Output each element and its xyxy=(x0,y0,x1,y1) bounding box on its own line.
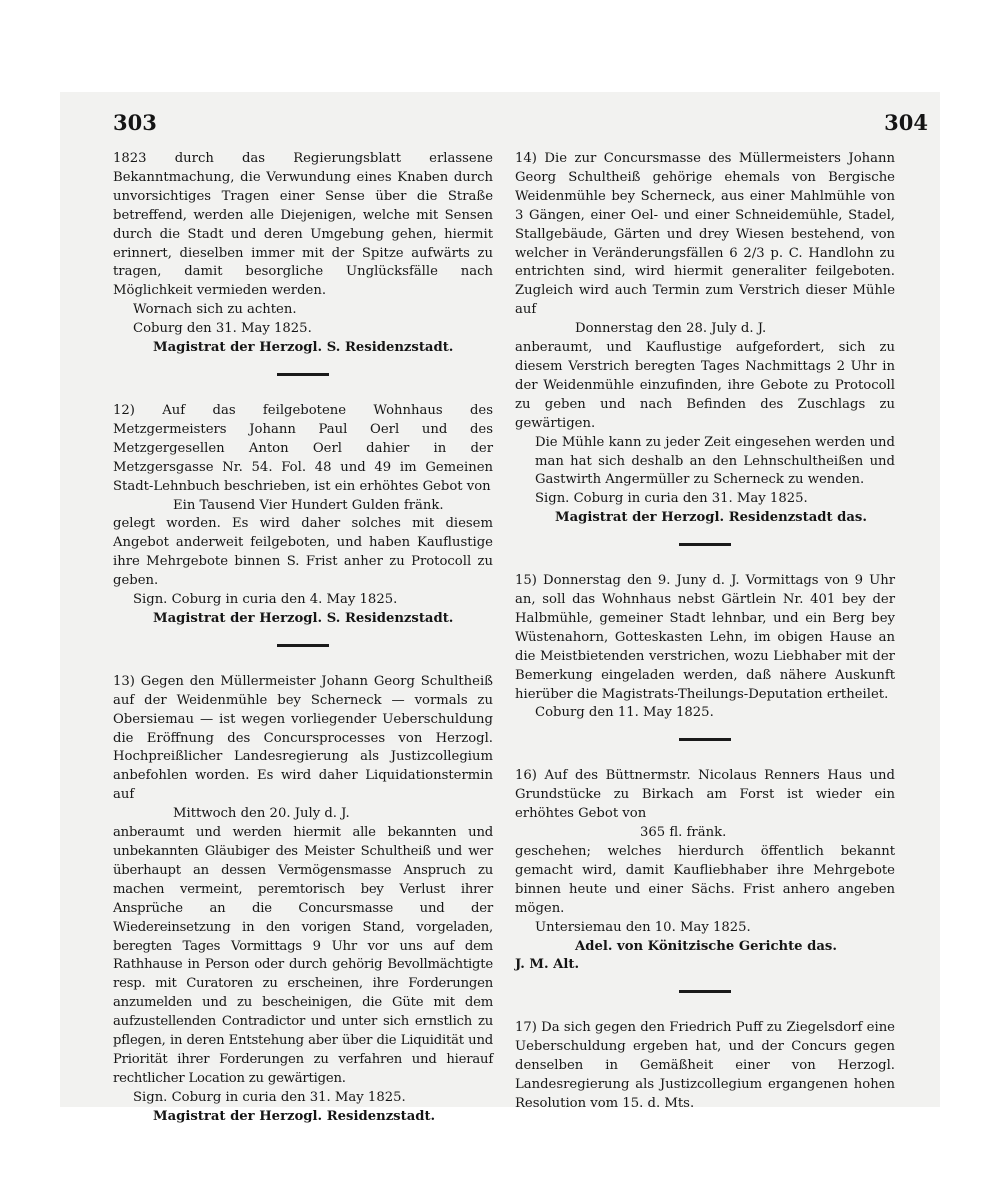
notice17-text: 17) Da sich gegen den Friedrich Puff zu Ziegelsdorf eine Ueberschuldung ergeben hat, und der Concurs gegen denselben in Gemäßheit einer von Herzogl. Landesregierung als Justizcollegium ergangenen hohen Resolution vom 15. d. Mts. xyxy=(515,1020,895,1111)
notice16-signature2: J. M. Alt. xyxy=(515,957,580,973)
notice16-text: 16) Auf des Büttnermstr. Nicolaus Renners Haus und Grundstücke zu Birkach am Forst ist wieder ein erhöhtes Gebot von xyxy=(515,768,895,822)
notice16-date: Untersiemau den 10. May 1825. xyxy=(535,919,751,935)
block1-signature: Magistrat der Herzogl. S. Residenzstadt. xyxy=(153,340,454,356)
notice12-text2: gelegt worden. Es wird daher solches mit diesem Angebot anderweit feilgeboten, und haben Kauflustige ihre Mehrgebote binnen S. Frist anher zu Protocoll zu geben. xyxy=(113,516,493,589)
right-column xyxy=(515,150,895,1114)
notice12-date: Sign. Coburg in curia den 4. May 1825. xyxy=(133,592,398,608)
notice15-date: Coburg den 11. May 1825. xyxy=(535,705,714,721)
notice16-text2: geschehen; welches hierdurch öffentlich bekannt gemacht wird, damit Kaufliebhaber ihre Mehrgebote binnen heute und einer Sächs. Frist anhero angeben mögen. xyxy=(515,844,895,916)
notice14-text2: anberaumt, und Kauflustige aufgefordert, sich zu diesem Verstrich beregten Tages Nachmittags 2 Uhr in der Weidenmühle einzufinden, ihre Gebote zu Protocoll zu geben und nach Befinden des Zuschlags zu gewärtigen. xyxy=(515,340,895,431)
notice14-signature: Magistrat der Herzogl. Residenzstadt das. xyxy=(555,510,867,526)
notice13-text2: anberaumt und werden hiermit alle bekannten und unbekannten Gläubiger des Meister Schultheiß und wer überhaupt an dessen Vermögensmasse Anspruch zu machen vermeint, peremtorisch bey Verlust ihrer Ansprüche an die Concursmasse und der Wiedereinsetzung in den vorigen Stand, vorgeladen, beregten Tages Vormittags 9 Uhr vor uns auf dem Rathhause in Person oder durch gehörig Bevollmächtigte resp. mit Curatoren zu erscheinen, ihre Forderungen anzumelden und zu bescheinigen, die Güte mit dem aufzustellenden Contradictor und unter sich ernstlich zu pflegen, in deren Entstehung aber über die Liquidität und Priorität ihrer Forderungen zu verfahren und hierauf rechtlicher Location zu gewärtigen. xyxy=(113,825,493,1086)
notice15-text: 15) Donnerstag den 9. Juny d. J. Vormittags von 9 Uhr an, soll das Wohnhaus nebst Gärtlein Nr. 401 bey der Halbmühle, gemeiner Stadt lehnbar, und ein Berg bey Wüstenahorn, Gotteskasten Lehn, im obigen Hause an die Meistbietenden verstrichen, wozu Liebhaber mit der Bemerkung eingeladen werden, daß nähere Auskunft hierüber die Magistrats-Theilungs-Deputation ertheilet. xyxy=(515,573,895,702)
notice14-date: Sign. Coburg in curia den 31. May 1825. xyxy=(535,491,808,507)
notice14-text: 14) Die zur Concursmasse des Müllermeisters Johann Georg Schultheiß gehörige ehemals von Bergische Weidenmühle bey Scherneck, aus einer Mahlmühle von 3 Gängen, einer Oel- und einer Schneidemühle, Stadel, Stallgebäude, Gärten und drey Wiesen bestehend, von welcher in Veränderungsfällen 6 2/3 p. C. Handlohn zu entrichten sind, wird hiermit generaliter feilgeboten. Zugleich wird auch Termin zum Verstrich dieser Mühle auf xyxy=(515,151,895,318)
block1-date: Coburg den 31. May 1825. xyxy=(133,321,312,337)
left-column xyxy=(113,150,493,1127)
notice14-term: Donnerstag den 28. July d. J. xyxy=(575,321,767,337)
notice13-text: 13) Gegen den Müllermeister Johann Georg Schultheiß auf der Weidenmühle bey Scherneck — vormals zu Obersiemau — ist wegen vorliegender Ueberschuldung die Eröffnung des Concursprocesses von Herzogl. Hochpreißlicher Landesregierung als Justizcollegium anbefohlen worden. Es wird daher Liquidationstermin auf xyxy=(113,673,493,803)
notice12-signature: Magistrat der Herzogl. S. Residenzstadt. xyxy=(153,610,454,626)
section-divider xyxy=(679,990,731,993)
section-divider xyxy=(277,373,329,376)
section-divider xyxy=(679,738,731,741)
notice14-text3: Die Mühle kann zu jeder Zeit eingesehen werden und man hat sich deshalb an den Lehnschultheißen und Gastwirth Angermüller zu Scherneck zu wenden. xyxy=(535,434,895,488)
notice16-signature: Adel. von Könitzische Gerichte das. xyxy=(575,938,837,954)
block1-closing: Wornach sich zu achten. xyxy=(133,302,297,318)
notice16-amount: 365 fl. fränk. xyxy=(640,825,727,841)
notice13-date: Sign. Coburg in curia den 31. May 1825. xyxy=(133,1089,406,1105)
section-divider xyxy=(277,644,329,647)
notice12-text: 12) Auf das feilgebotene Wohnhaus des Metzgermeisters Johann Paul Oerl und des Metzgergesellen Anton Oerl dahier in der Metzgersgasse Nr. 54. Fol. 48 und 49 im Gemeinen Stadt-Lehnbuch beschrieben, ist ein erhöhtes Gebot von xyxy=(113,402,493,494)
block1-text: 1823 durch das Regierungsblatt erlassene Bekanntmachung, die Verwundung eines Knaben durch unvorsichtiges Tragen einer Sense über die Straße betreffend, werden alle Diejenigen, welche mit Sensen durch die Stadt und deren Umgebung gehen, hiermit erinnert, dieselben immer mit der Spitze aufwärts zu tragen, damit besorgliche Unglücksfälle nach Möglichkeit vermieden werden. xyxy=(113,151,493,299)
section-divider xyxy=(679,543,731,546)
page-number-right: 304 xyxy=(884,110,928,135)
notice13-signature: Magistrat der Herzogl. Residenzstadt. xyxy=(153,1108,436,1124)
page-number-left: 303 xyxy=(113,110,157,135)
notice13-term: Mittwoch den 20. July d. J. xyxy=(173,806,350,822)
notice12-amount: Ein Tausend Vier Hundert Gulden fränk. xyxy=(173,497,444,513)
